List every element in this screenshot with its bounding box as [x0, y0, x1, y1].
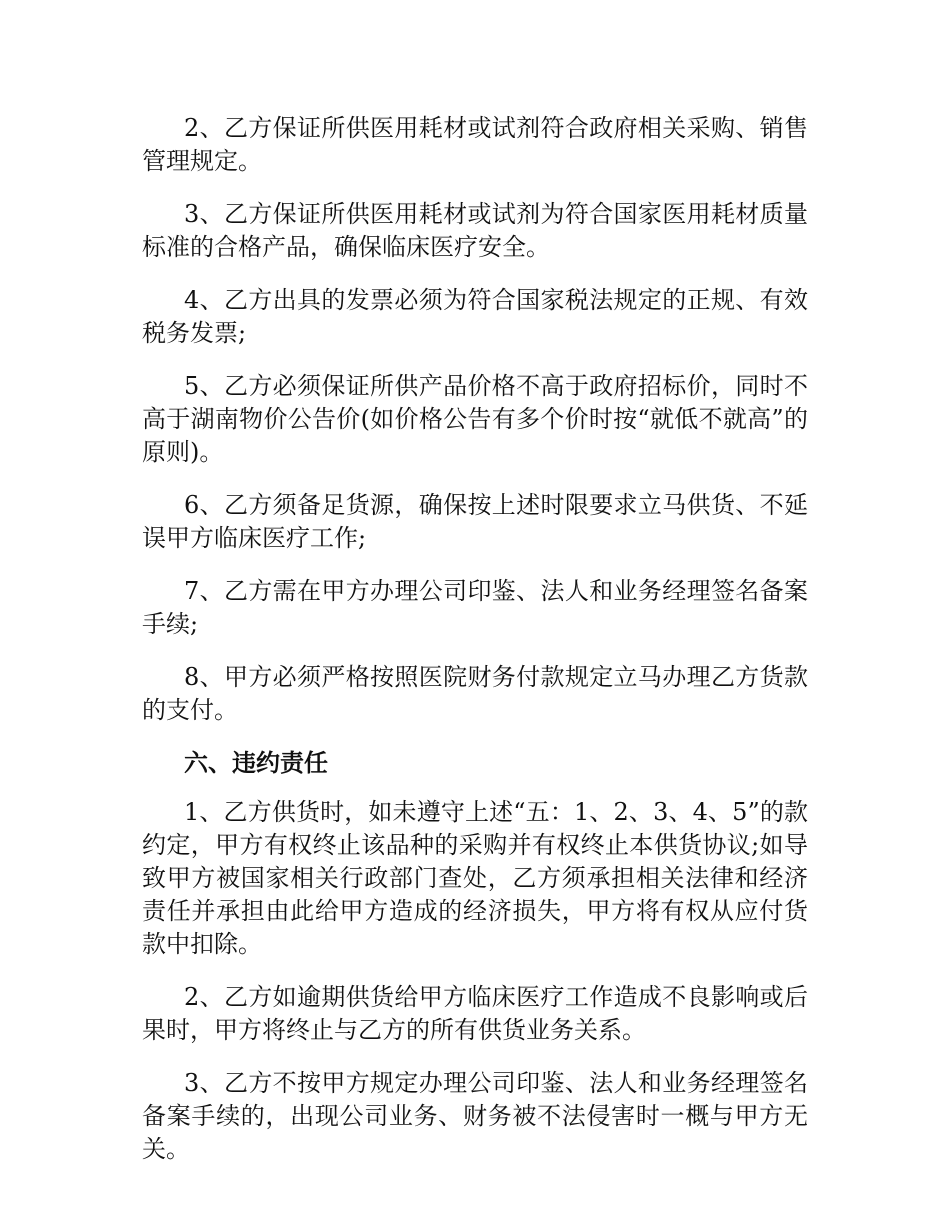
clause-paragraph: 2、乙方如逾期供货给甲方临床医疗工作造成不良影响或后果时，甲方将终止与乙方的所有供货业务关系。: [142, 983, 808, 1044]
clause-paragraph: 7、乙方需在甲方办理公司印鉴、法人和业务经理签名备案手续;: [142, 577, 808, 638]
clause-paragraph: 1、乙方供货时，如未遵守上述“五：1、2、3、4、5”的款约定，甲方有权终止该品种的采购并有权终止本供货协议;如导致甲方被国家相关行政部门查处，乙方须承担相关法律和经济责任并承担由此给甲方造成的经济损失，甲方将有权从应付货款中扣除。: [142, 798, 808, 958]
clause-paragraph: 6、乙方须备足货源，确保按上述时限要求立马供货、不延误甲方临床医疗工作;: [142, 491, 808, 552]
clause-paragraph: 5、乙方必须保证所供产品价格不高于政府招标价，同时不高于湖南物价公告价(如价格公告有多个价时按“就低不就高”的原则)。: [142, 372, 808, 466]
clause-paragraph: 4、乙方出具的发票必须为符合国家税法规定的正规、有效税务发票;: [142, 286, 808, 347]
document-body: [142, 112, 808, 1186]
clause-paragraph: 2、乙方保证所供医用耗材或试剂符合政府相关采购、销售管理规定。: [142, 114, 808, 175]
clause-paragraph: 3、乙方不按甲方规定办理公司印鉴、法人和业务经理签名备案手续的，出现公司业务、财务被不法侵害时一概与甲方无关。: [142, 1069, 808, 1163]
clause-paragraph: 3、乙方保证所供医用耗材或试剂为符合国家医用耗材质量标准的合格产品，确保临床医疗安全。: [142, 200, 808, 261]
clause-paragraph: 8、甲方必须严格按照医院财务付款规定立马办理乙方货款的支付。: [142, 663, 808, 724]
section-heading: 六、违约责任: [184, 749, 328, 777]
